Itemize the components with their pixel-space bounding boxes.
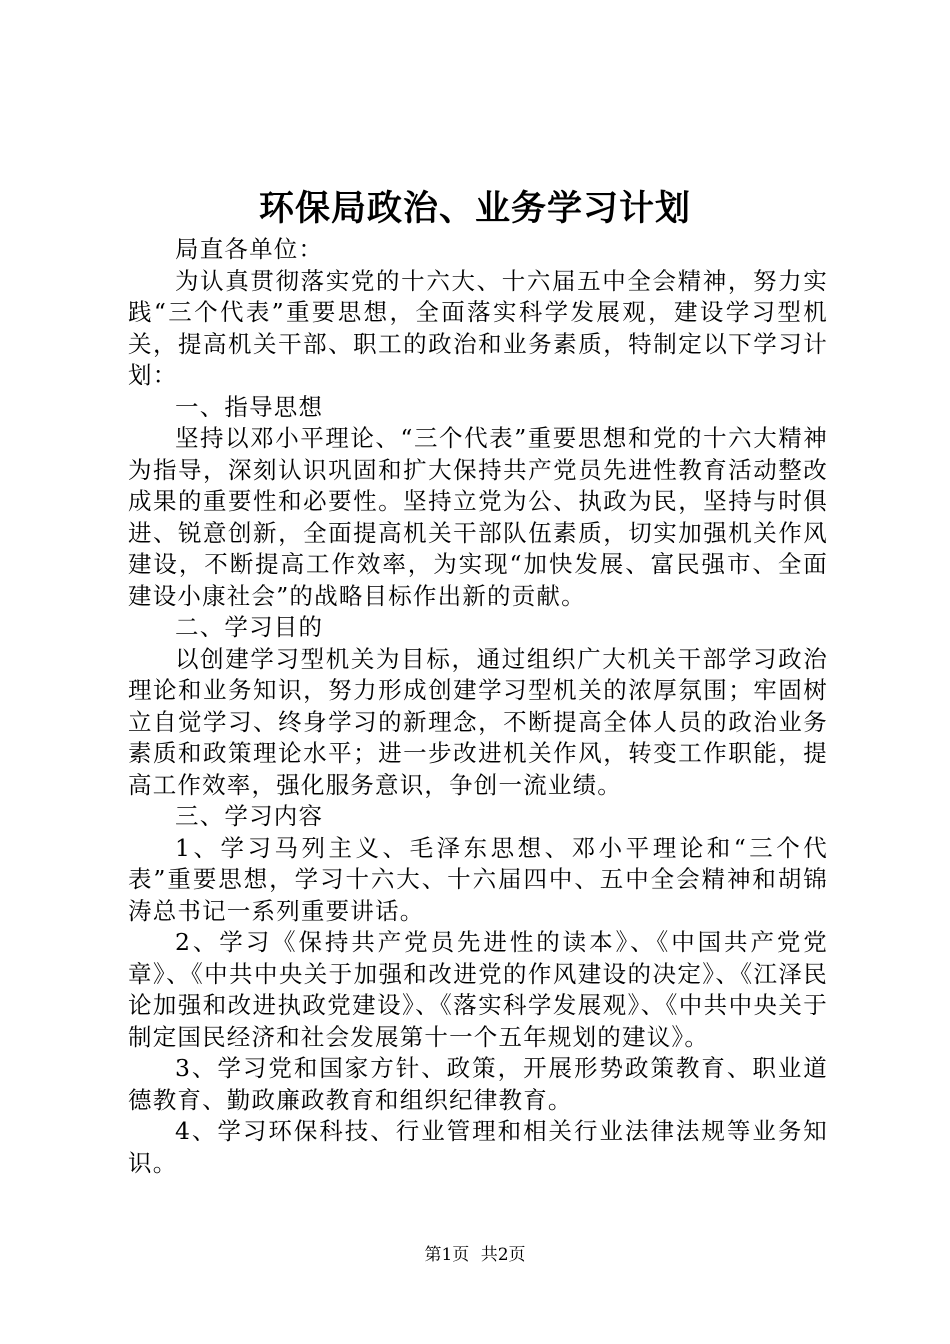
page-footer <box>0 1244 950 1266</box>
study-purpose-paragraph: 以创建学习型机关为目标，通过组织广大机关干部学习政治理论和业务知识，努力形成创建学习型机关的浓厚氛围；牢固树立自觉学习、终身学习的新理念，不断提高全体人员的政治业务素质和政策理论水平；进一步改进机关作风，转变工作职能，提高工作效率，强化服务意识，争创一流业绩。 <box>128 644 828 799</box>
page-number-current: 第1页 <box>424 1245 470 1265</box>
guiding-ideology-paragraph: 坚持以邓小平理论、“三个代表”重要思想和党的十六大精神为指导，深刻认识巩固和扩大保持共产党员先进性教育活动整改成果的重要性和必要性。坚持立党为公、执政为民，坚持与时俱进、锐意创新，全面提高机关干部队伍素质，切实加强机关作风建设，不断提高工作效率，为实现“加快发展、富民强市、全面建设小康社会”的战略目标作出新的贡献。 <box>128 424 828 610</box>
study-content-item-4: 4、学习环保科技、行业管理和相关行业法律法规等业务知识。 <box>128 1117 828 1177</box>
study-content-item-3: 3、学习党和国家方针、政策，开展形势政策教育、职业道德教育、勤政廉政教育和组织纪律教育。 <box>128 1054 828 1114</box>
study-content-item-2: 2、学习《保持共产党员先进性的读本》、《中国共产党党章》、《中共中央关于加强和改进党的作风建设的决定》、《江泽民论加强和改进执政党建设》、《落实科学发展观》、《中共中央关于制定国民经济和社会发展第十一个五年规划的建议》。 <box>128 928 828 1051</box>
study-content-item-1: 1、学习马列主义、毛泽东思想、邓小平理论和“三个代表”重要思想，学习十六大、十六届四中、五中全会精神和胡锦涛总书记一系列重要讲话。 <box>128 833 828 925</box>
salutation: 局直各单位： <box>175 235 324 263</box>
page-number-total: 共2页 <box>480 1245 526 1265</box>
intro-paragraph: 为认真贯彻落实党的十六大、十六届五中全会精神，努力实践“三个代表”重要思想，全面落实科学发展观，建设学习型机关，提高机关干部、职工的政治和业务素质，特制定以下学习计划： <box>128 266 828 389</box>
section-heading-guiding-ideology: 一、指导思想 <box>175 392 324 421</box>
section-heading-study-content: 三、学习内容 <box>175 802 324 830</box>
section-heading-study-purpose: 二、学习目的 <box>175 613 324 641</box>
document-body <box>128 234 828 1179</box>
document-title: 环保局政治、业务学习计划 <box>258 188 691 229</box>
